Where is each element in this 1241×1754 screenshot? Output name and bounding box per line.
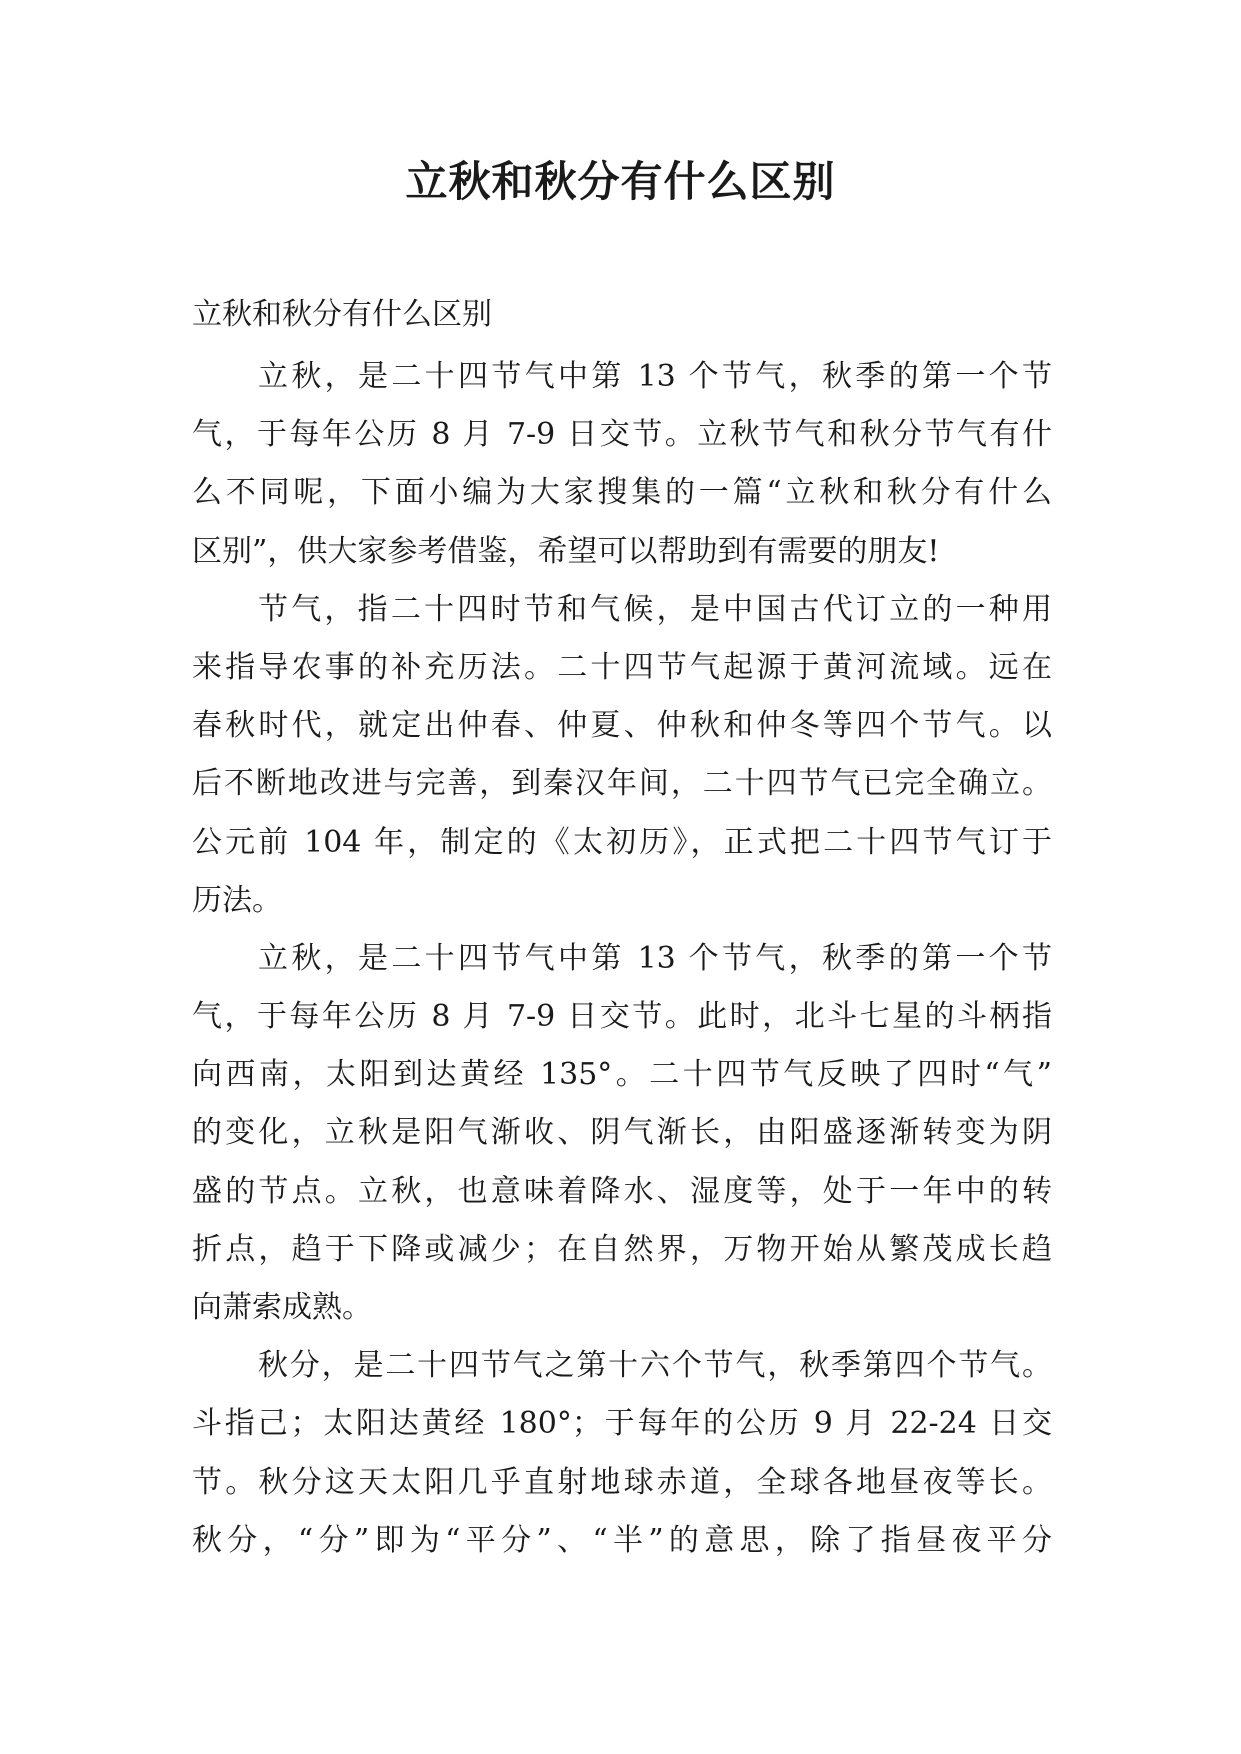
paragraph-line: 气，于每年公历 8 月 7-9 日交节。立秋节气和秋分节气有什 [192,417,1052,453]
paragraph-line: 向萧索成熟。 [192,1290,372,1325]
paragraph-line: 后不断地改进与完善，到秦汉年间，二十四节气已完全确立。 [192,766,1052,802]
paragraph-line: 历法。 [192,882,282,918]
paragraph-line: 斗指己；太阳达黄经 180°；于每年的公历 9 月 22-24 日交 [192,1406,1052,1442]
document-title: 立秋和秋分有什么区别 [405,157,836,206]
paragraph-line: 来指导农事的补充历法。二十四节气起源于黄河流域。远在 [192,649,1052,685]
paragraph-line: 节气，指二十四时节和气候，是中国古代订立的一种用 [258,591,1052,627]
paragraph-line: 么不同呢，下面小编为大家搜集的一篇“立秋和秋分有什么 [192,475,1052,511]
paragraph-line: 折点，趋于下降或减少；在自然界，万物开始从繁茂成长趋 [192,1231,1052,1267]
paragraph-line: 公元前 104 年，制定的《太初历》，正式把二十四节气订于 [192,824,1052,860]
paragraph-line: 盛的节点。立秋，也意味着降水、湿度等，处于一年中的转 [192,1173,1052,1209]
paragraph-line: 节。秋分这天太阳几乎直射地球赤道，全球各地昼夜等长。 [192,1464,1052,1500]
paragraph-line: 秋分，“分”即为“平分”、“半”的意思，除了指昼夜平分 [192,1522,1052,1558]
paragraph-line: 立秋，是二十四节气中第 13 个节气，秋季的第一个节 [258,940,1052,976]
document-body [192,348,1052,1570]
paragraph-line: 春秋时代，就定出仲春、仲夏、仲秋和仲冬等四个节气。以 [192,708,1052,744]
paragraph-line: 立秋，是二十四节气中第 13 个节气，秋季的第一个节 [258,359,1052,394]
paragraph-line: 向西南，太阳到达黄经 135°。二十四节气反映了四时“气” [192,1057,1052,1093]
paragraph-line: 区别”，供大家参考借鉴，希望可以帮助到有需要的朋友! [192,533,940,569]
paragraph-line: 秋分，是二十四节气之第十六个节气，秋季第四个节气。 [258,1348,1052,1384]
paragraph-line: 气，于每年公历 8 月 7-9 日交节。此时，北斗七星的斗柄指 [192,999,1052,1035]
paragraph-line: 的变化，立秋是阳气渐收、阴气渐长，由阳盛逐渐转变为阴 [192,1115,1052,1151]
document-subtitle: 立秋和秋分有什么区别 [192,297,492,332]
